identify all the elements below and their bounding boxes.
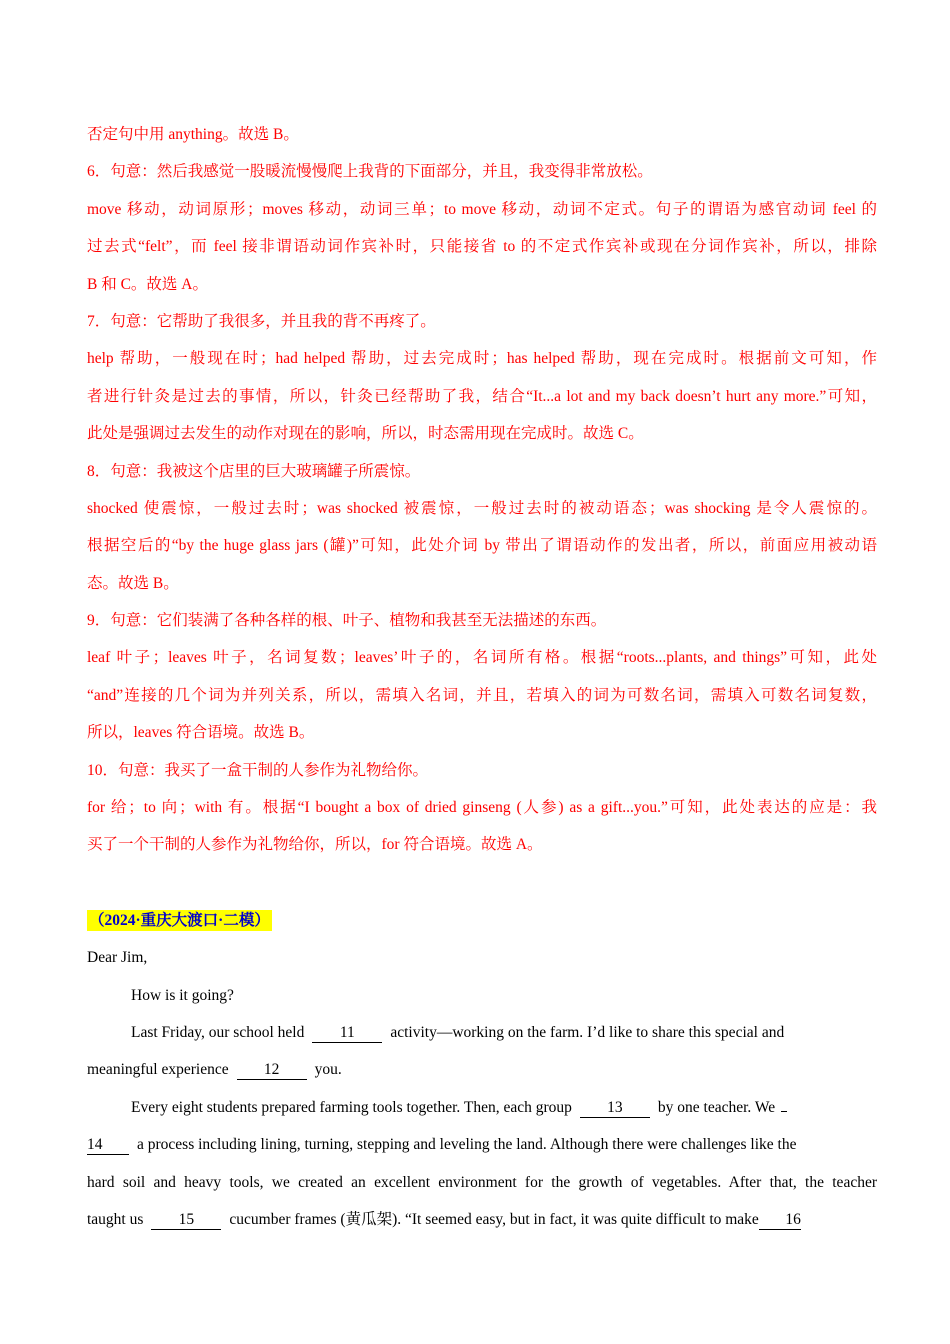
explanation-line: 买了一个干制的人参作为礼物给你，所以，for 符合语境。故选 A。 — [87, 836, 543, 854]
explanation-line: 态。故选 B。 — [87, 574, 179, 592]
letter-text: Every eight students prepared farming tools together. Then, each group — [131, 1098, 572, 1116]
blank-16[interactable]: 16 — [759, 1211, 801, 1230]
document-content — [87, 116, 877, 1238]
blank-15[interactable]: 15 — [151, 1211, 221, 1230]
letter-text: cucumber frames (黄瓜架). “It seemed easy, but in fact, it was quite difficult to make — [229, 1210, 759, 1228]
letter-line — [87, 1201, 877, 1238]
explanation-line: leaf 叶子；leaves 叶子，名词复数；leaves’叶子的，名词所有格。根据“roots...plants, and things”可知，此处 — [87, 649, 877, 667]
question-8-meaning: 8．句意：我被这个店里的巨大玻璃罐子所震惊。 — [87, 462, 421, 480]
letter-text: meaningful experience — [87, 1061, 229, 1079]
letter-salutation: Dear Jim, — [87, 949, 148, 967]
letter-line — [87, 1051, 877, 1088]
explanation-line: shocked 使震惊，一般过去时；was shocked 被震惊，一般过去时的被动语态；was shocking 是令人震惊的。 — [87, 499, 877, 517]
letter-paragraph: How is it going? — [131, 986, 234, 1004]
letter-text: activity—working on the farm. I’d like to share this special and — [390, 1023, 785, 1041]
question-10-meaning: 10．句意：我买了一盒干制的人参作为礼物给你。 — [87, 761, 429, 779]
explanation-line: help 帮助，一般现在时；had helped 帮助，过去完成时；has helped 帮助，现在完成时。根据前文可知，作 — [87, 350, 877, 368]
letter-text: taught us — [87, 1210, 144, 1228]
blank-13[interactable]: 13 — [580, 1099, 650, 1118]
letter-line — [87, 1126, 877, 1163]
blank-14-start — [781, 1111, 787, 1112]
explanation-line: B 和 C。故选 A。 — [87, 275, 208, 293]
source-tag-row — [87, 902, 877, 939]
blank-11[interactable]: 11 — [312, 1024, 382, 1043]
letter-line — [87, 1089, 877, 1126]
section-gap — [87, 864, 877, 902]
letter-text: Last Friday, our school held — [131, 1023, 305, 1041]
letter-text: you. — [314, 1061, 342, 1079]
explanation-line: move 移动，动词原形；moves 移动，动词三单；to move 移动，动词不定式。句子的谓语为感官动词 feel 的 — [87, 200, 877, 218]
source-tag: （2024·重庆大渡口·二模） — [89, 911, 270, 929]
question-7-meaning: 7．句意：它帮助了我很多，并且我的背不再疼了。 — [87, 312, 436, 330]
explanation-line: for 给；to 向；with 有。根据“I bought a box of dried ginseng (人参) as a gift...you.”可知，此处表达的应是：我 — [87, 799, 877, 817]
letter-text: a process including lining, turning, stepping and leveling the land. Although there were challenges like the — [137, 1136, 797, 1154]
explanation-line: 者进行针灸是过去的事情，所以，针灸已经帮助了我，结合“It...a lot and my back doesn’t hurt any more.”可知， — [87, 387, 877, 405]
explanation-line: 否定句中用 anything。故选 B。 — [87, 126, 299, 143]
letter-text: by one teacher. We — [657, 1098, 776, 1116]
explanation-line: 此处是强调过去发生的动作对现在的影响，所以，时态需用现在完成时。故选 C。 — [87, 425, 644, 443]
blank-14[interactable]: 14 — [87, 1136, 129, 1155]
letter-line: hard soil and heavy tools, we created an excellent environment for the growth of vegetables. After that, the teacher — [87, 1173, 877, 1191]
explanation-line: 过去式“felt”，而 feel 接非谓语动词作宾补时，只能接省 to 的不定式作宾补或现在分词作宾补，所以，排除 — [87, 238, 877, 256]
explanation-line: “and”连接的几个词为并列关系，所以，需填入名词，并且，若填入的词为可数名词，需填入可数名词复数， — [87, 686, 877, 704]
question-9-meaning: 9．句意：它们装满了各种各样的根、叶子、植物和我甚至无法描述的东西。 — [87, 612, 607, 630]
explanation-line: 所以，leaves 符合语境。故选 B。 — [87, 724, 315, 742]
explanation-line: 根据空后的“by the huge glass jars (罐)”可知，此处介词 by 带出了谓语动作的发出者，所以，前面应用被动语 — [87, 537, 877, 555]
blank-12[interactable]: 12 — [237, 1061, 307, 1080]
question-6-meaning: 6．句意：然后我感觉一股暖流慢慢爬上我背的下面部分，并且，我变得非常放松。 — [87, 163, 653, 181]
letter-line — [87, 1014, 877, 1051]
